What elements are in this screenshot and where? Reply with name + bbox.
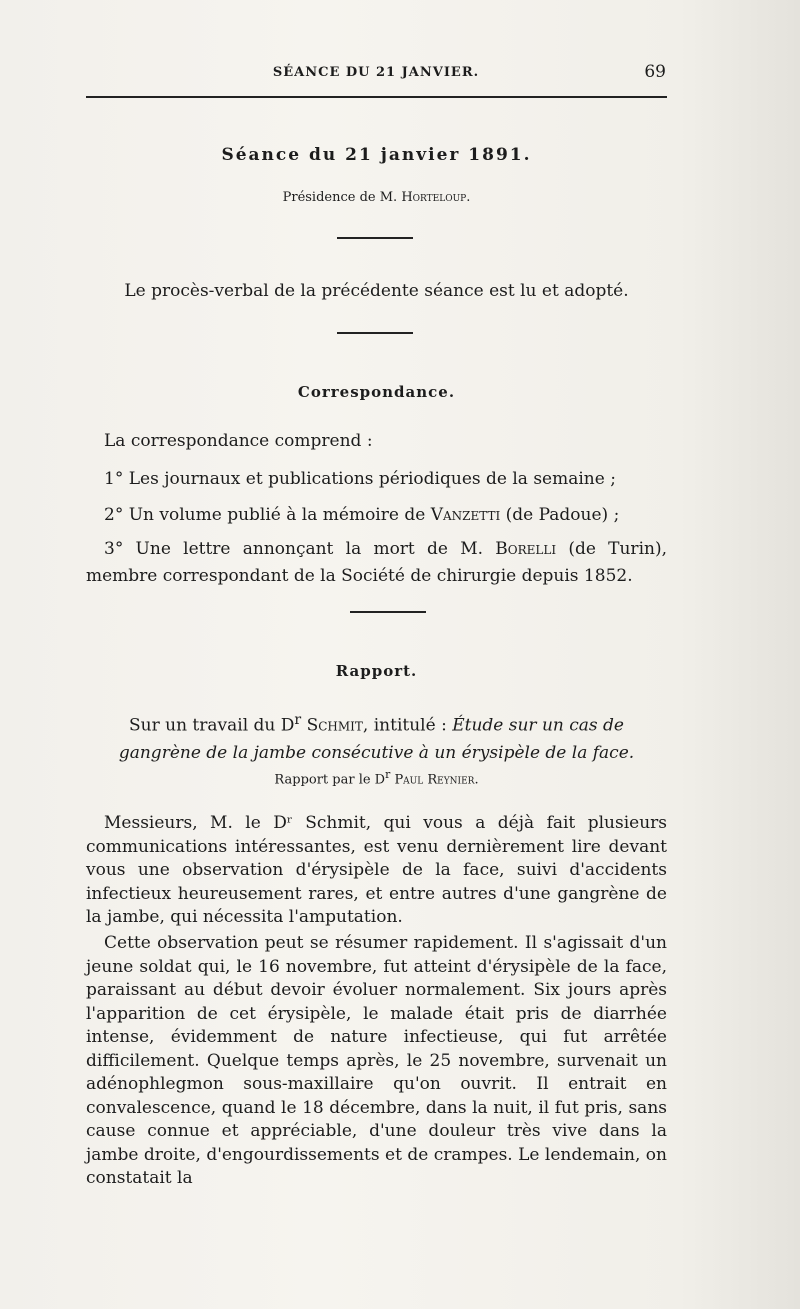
correspondance-intro: La correspondance comprend : xyxy=(104,431,373,451)
byline-sup: r xyxy=(385,768,391,781)
correspondance-item-1: 1° Les journaux et publications périodiques de la semaine ; xyxy=(104,469,616,489)
proces-verbal: Le procès-verbal de la précédente séance est lu et adopté. xyxy=(124,281,629,301)
correspondance-heading: Correspondance. xyxy=(297,383,456,401)
correspondance-item-2 xyxy=(104,502,667,529)
subject-text-a: Sur un travail du D xyxy=(129,715,295,736)
item2-text-a: 2° Un volume publié à la mémoire de xyxy=(104,505,426,525)
presidence-line xyxy=(86,190,667,205)
subject-title: Étude sur un cas de gangrène de la jambe consécutive à un érysipèle de la face. xyxy=(118,715,635,763)
rapport-subject xyxy=(86,707,667,767)
president-name: Horteloup. xyxy=(401,190,471,205)
section-divider xyxy=(337,332,413,334)
rapport-paragraph-1: Messieurs, M. le Dʳ Schmit, qui vous a déjà fait plusieurs communications intéressantes, est venu dernièrement lire devant vous une observation d'érysipèle de la face, suivi d'accidents infectieux heureusement rares, et entre autres d'une gangrène de la jambe, qui nécessita l'amputation. xyxy=(86,813,667,927)
item2-name: Vanzetti xyxy=(430,505,501,525)
running-head xyxy=(86,62,666,86)
presidence-prefix: Présidence de M. xyxy=(282,190,398,205)
subject-author: Schmit xyxy=(306,715,363,736)
header-rule xyxy=(86,96,667,98)
item3-text-a: 3° Une lettre annonçant la mort de M. xyxy=(104,539,484,559)
rapport-byline xyxy=(86,768,667,787)
byline-text: Rapport par le D xyxy=(274,772,386,788)
subject-text-b: , intitulé : xyxy=(362,715,447,736)
correspondance-item-3 xyxy=(86,536,667,590)
section-divider xyxy=(350,611,426,613)
section-divider xyxy=(337,237,413,239)
item3-name: Borelli xyxy=(495,539,557,559)
item3-text-b: (de Turin), membre correspondant de la Société de chirurgie depuis 1852. xyxy=(86,539,667,586)
subject-sup: r xyxy=(294,712,302,728)
rapport-heading: Rapport. xyxy=(335,662,418,680)
rapport-paragraph-2: Cette observation peut se résumer rapidement. Il s'agissait d'un jeune soldat qui, le 16 novembre, fut atteint d'érysipèle de la face, paraissant au début devoir évoluer normalement. Six jours après l'apparition de cet érysipèle, le malade était pris de diarrhée intense, évidemment de nature infectieuse, qui fut arrêtée difficilement. Quelque temps après, le 25 novembre, survenait un adénophlegmon sous-maxillaire qu'on ouvrit. Il entrait en convalescence, quand le 18 décembre, dans la nuit, il fut pris, sans cause connue et appréciable, d'une douleur très vive dans la jambe droite, d'engourdissements et de crampes. Le lendemain, on constatait la xyxy=(86,933,667,1188)
item2-text-b: (de Padoue) ; xyxy=(505,505,620,525)
page-number: 69 xyxy=(644,62,666,82)
running-title: SÉANCE DU 21 JANVIER. xyxy=(272,65,480,80)
byline-name: Paul Reynier. xyxy=(394,772,479,788)
seance-title: Séance du 21 janvier 1891. xyxy=(221,145,532,165)
